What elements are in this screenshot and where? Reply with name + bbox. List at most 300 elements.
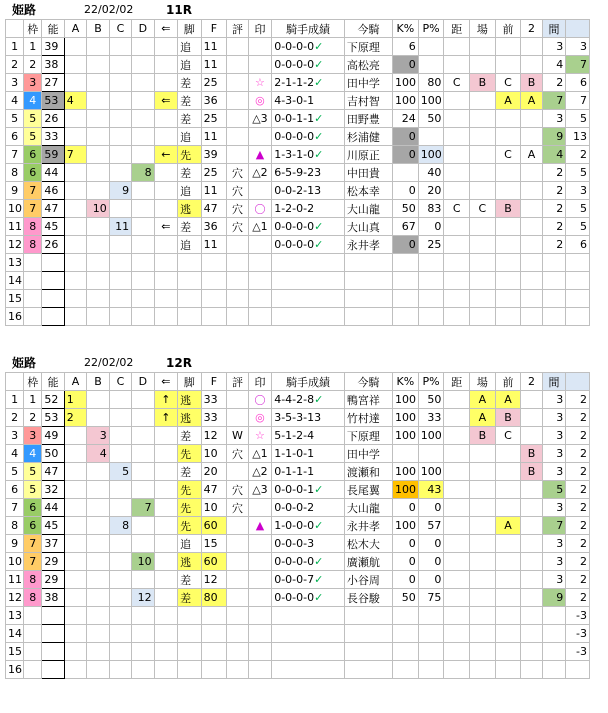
race-table-11 <box>5 19 590 326</box>
cell-kan1: 3 <box>542 535 566 553</box>
cell-k <box>393 290 419 308</box>
cell-waku: 7 <box>24 535 42 553</box>
cell-mark <box>248 607 272 625</box>
cell-mark: △2 <box>248 463 272 481</box>
cell-k <box>393 643 419 661</box>
cell-hyo: 穴 <box>227 200 248 218</box>
cell-a: 4 <box>64 92 86 110</box>
column-header <box>566 20 590 38</box>
cell-ba <box>470 38 496 56</box>
cell-arrow <box>154 290 178 308</box>
cell-kyaku: 追 <box>178 56 202 74</box>
cell-kan1: 2 <box>542 74 566 92</box>
cell-record: 1-2-0-2 <box>272 200 345 218</box>
cell-p <box>418 607 444 625</box>
cell-waku: 6 <box>24 146 42 164</box>
cell-ni <box>521 254 542 272</box>
cell-jockey: 中田貴 <box>344 164 392 182</box>
cell-jockey <box>344 643 392 661</box>
cell-c <box>109 535 131 553</box>
cell-ba <box>470 164 496 182</box>
cell-b <box>87 128 109 146</box>
cell-k: 0 <box>393 182 419 200</box>
cell-ni <box>521 571 542 589</box>
cell-kan1 <box>542 643 566 661</box>
race-table-12 <box>5 372 590 679</box>
cell-no: 4 <box>6 445 24 463</box>
table-row <box>6 589 590 607</box>
cell-kan2: -3 <box>566 607 590 625</box>
cell-no: 16 <box>6 308 24 326</box>
cell-record: 6-5-9-23 <box>272 164 345 182</box>
cell-waku: 7 <box>24 182 42 200</box>
cell-b <box>87 535 109 553</box>
cell-k: 100 <box>393 409 419 427</box>
cell-kyaku <box>178 272 202 290</box>
cell-kan1: 3 <box>542 445 566 463</box>
cell-no: 13 <box>6 254 24 272</box>
cell-kyori: C <box>444 74 470 92</box>
cell-waku: 6 <box>24 517 42 535</box>
cell-arrow <box>154 164 178 182</box>
cell-hyo: 穴 <box>227 445 248 463</box>
column-header: D <box>132 20 154 38</box>
column-header: 今騎 <box>344 20 392 38</box>
cell-no: 15 <box>6 290 24 308</box>
column-header: 間 <box>542 20 566 38</box>
cell-nou: 27 <box>42 74 64 92</box>
cell-f <box>201 308 227 326</box>
cell-c <box>109 254 131 272</box>
cell-p <box>418 308 444 326</box>
cell-nou: 45 <box>42 517 64 535</box>
cell-ba <box>470 236 496 254</box>
cell-f: 12 <box>201 571 227 589</box>
cell-kan1 <box>542 254 566 272</box>
column-header: 印 <box>248 20 272 38</box>
cell-b <box>87 517 109 535</box>
cell-p: 50 <box>418 110 444 128</box>
cell-d: 8 <box>132 164 154 182</box>
cell-kan1 <box>542 290 566 308</box>
cell-k <box>393 661 419 679</box>
column-header: 今騎 <box>344 373 392 391</box>
cell-kan2 <box>566 661 590 679</box>
cell-f: 60 <box>201 553 227 571</box>
cell-mae <box>495 589 521 607</box>
cell-waku: 7 <box>24 553 42 571</box>
cell-p: 100 <box>418 92 444 110</box>
cell-a <box>64 38 86 56</box>
cell-nou: 49 <box>42 427 64 445</box>
cell-arrow <box>154 661 178 679</box>
cell-no: 2 <box>6 56 24 74</box>
cell-waku: 3 <box>24 74 42 92</box>
column-header: 騎手成績 <box>272 20 345 38</box>
cell-hyo <box>227 236 248 254</box>
cell-nou: 39 <box>42 38 64 56</box>
cell-ni <box>521 427 542 445</box>
cell-arrow <box>154 445 178 463</box>
cell-kyori <box>444 643 470 661</box>
cell-d <box>132 272 154 290</box>
cell-kyori <box>444 661 470 679</box>
cell-ba: A <box>470 391 496 409</box>
column-header: P% <box>418 373 444 391</box>
cell-ba <box>470 308 496 326</box>
cell-hyo: 穴 <box>227 499 248 517</box>
cell-k: 0 <box>393 571 419 589</box>
cell-mae <box>495 535 521 553</box>
column-header: D <box>132 373 154 391</box>
column-header: F <box>201 20 227 38</box>
cell-kan2: -3 <box>566 643 590 661</box>
cell-mae: B <box>495 200 521 218</box>
cell-a <box>64 607 86 625</box>
cell-kyori <box>444 290 470 308</box>
cell-mark <box>248 625 272 643</box>
cell-mae <box>495 164 521 182</box>
cell-arrow <box>154 110 178 128</box>
cell-b <box>87 607 109 625</box>
cell-mark: ☆ <box>248 74 272 92</box>
cell-kyaku: 追 <box>178 38 202 56</box>
cell-ni <box>521 218 542 236</box>
cell-jockey <box>344 290 392 308</box>
cell-k <box>393 625 419 643</box>
cell-k: 100 <box>393 92 419 110</box>
column-header: 評 <box>227 20 248 38</box>
table-row <box>6 571 590 589</box>
cell-b <box>87 308 109 326</box>
cell-d <box>132 92 154 110</box>
cell-waku <box>24 290 42 308</box>
cell-jockey: 永井孝 <box>344 236 392 254</box>
cell-hyo <box>227 110 248 128</box>
cell-ni: B <box>521 445 542 463</box>
cell-b <box>87 553 109 571</box>
cell-arrow <box>154 254 178 272</box>
cell-kan1: 3 <box>542 571 566 589</box>
cell-p: 100 <box>418 146 444 164</box>
cell-p: 75 <box>418 589 444 607</box>
cell-mark <box>248 272 272 290</box>
race-title-12 <box>6 354 306 372</box>
cell-d <box>132 625 154 643</box>
cell-mae <box>495 290 521 308</box>
race-date: 22/02/02 <box>84 356 134 369</box>
cell-c <box>109 74 131 92</box>
cell-mark <box>248 589 272 607</box>
cell-ba <box>470 110 496 128</box>
cell-no: 9 <box>6 535 24 553</box>
cell-c: 9 <box>109 182 131 200</box>
cell-kan2: 7 <box>566 56 590 74</box>
cell-arrow <box>154 553 178 571</box>
cell-kan2: 2 <box>566 535 590 553</box>
cell-no: 12 <box>6 236 24 254</box>
cell-kan2: 2 <box>566 427 590 445</box>
cell-no: 11 <box>6 218 24 236</box>
column-header: P% <box>418 20 444 38</box>
cell-kan1 <box>542 661 566 679</box>
cell-p <box>418 128 444 146</box>
cell-nou: 29 <box>42 571 64 589</box>
column-header: 枠 <box>24 20 42 38</box>
cell-ni <box>521 643 542 661</box>
cell-k: 100 <box>393 517 419 535</box>
cell-d <box>132 535 154 553</box>
cell-mae <box>495 499 521 517</box>
cell-p: 83 <box>418 200 444 218</box>
cell-f: 36 <box>201 92 227 110</box>
table-row <box>6 290 590 308</box>
cell-kan2: 5 <box>566 200 590 218</box>
cell-arrow: ← <box>154 146 178 164</box>
cell-arrow <box>154 463 178 481</box>
cell-mark <box>248 535 272 553</box>
cell-kan1: 4 <box>542 146 566 164</box>
cell-waku: 5 <box>24 110 42 128</box>
cell-no: 13 <box>6 607 24 625</box>
column-header: 脚 <box>178 373 202 391</box>
cell-record: 4-3-0-1 <box>272 92 345 110</box>
cell-kyaku: 差 <box>178 92 202 110</box>
column-header: 距 <box>444 20 470 38</box>
cell-no: 5 <box>6 463 24 481</box>
cell-d: 12 <box>132 589 154 607</box>
cell-p: 25 <box>418 236 444 254</box>
cell-kyaku: 先 <box>178 481 202 499</box>
cell-a <box>64 463 86 481</box>
cell-b: 3 <box>87 427 109 445</box>
column-header: B <box>87 373 109 391</box>
cell-kyaku: 先 <box>178 517 202 535</box>
cell-waku: 8 <box>24 218 42 236</box>
cell-record <box>272 607 345 625</box>
cell-a <box>64 661 86 679</box>
cell-mae: B <box>495 409 521 427</box>
cell-p <box>418 661 444 679</box>
column-header <box>566 373 590 391</box>
cell-p: 40 <box>418 164 444 182</box>
cell-k <box>393 308 419 326</box>
cell-mae <box>495 182 521 200</box>
cell-a <box>64 553 86 571</box>
cell-ni <box>521 236 542 254</box>
cell-kyaku: 差 <box>178 427 202 445</box>
cell-arrow <box>154 56 178 74</box>
cell-kan2: 5 <box>566 110 590 128</box>
venue-name: 姫路 <box>12 3 37 17</box>
cell-kan1: 9 <box>542 128 566 146</box>
cell-p: 57 <box>418 517 444 535</box>
cell-hyo <box>227 290 248 308</box>
cell-b <box>87 463 109 481</box>
cell-kyaku <box>178 308 202 326</box>
cell-arrow <box>154 128 178 146</box>
cell-jockey: 松本幸 <box>344 182 392 200</box>
cell-c <box>109 110 131 128</box>
cell-jockey <box>344 272 392 290</box>
cell-p: 0 <box>418 571 444 589</box>
table-row <box>6 445 590 463</box>
table-row <box>6 164 590 182</box>
cell-d <box>132 517 154 535</box>
cell-f: 25 <box>201 164 227 182</box>
cell-jockey <box>344 661 392 679</box>
cell-no: 3 <box>6 427 24 445</box>
cell-arrow <box>154 236 178 254</box>
cell-b <box>87 92 109 110</box>
cell-a <box>64 254 86 272</box>
cell-no: 8 <box>6 164 24 182</box>
cell-kyori <box>444 128 470 146</box>
cell-ni <box>521 391 542 409</box>
cell-d <box>132 409 154 427</box>
cell-arrow <box>154 481 178 499</box>
cell-k: 0 <box>393 553 419 571</box>
cell-record: 0-0-1-1✓ <box>272 110 345 128</box>
cell-waku <box>24 254 42 272</box>
cell-ni <box>521 56 542 74</box>
cell-c <box>109 661 131 679</box>
cell-nou <box>42 643 64 661</box>
cell-arrow <box>154 427 178 445</box>
cell-p: 0 <box>418 499 444 517</box>
cell-ni <box>521 128 542 146</box>
cell-ba <box>470 553 496 571</box>
cell-a: 2 <box>64 409 86 427</box>
cell-f: 10 <box>201 499 227 517</box>
cell-waku: 1 <box>24 391 42 409</box>
cell-f: 15 <box>201 535 227 553</box>
cell-jockey: 杉浦健 <box>344 128 392 146</box>
cell-kyori <box>444 607 470 625</box>
cell-kyaku <box>178 643 202 661</box>
cell-no: 11 <box>6 571 24 589</box>
cell-mark: ▲ <box>248 146 272 164</box>
cell-kyaku: 追 <box>178 182 202 200</box>
cell-no: 1 <box>6 391 24 409</box>
cell-ba: B <box>470 74 496 92</box>
cell-record: 0-0-0-0✓ <box>272 56 345 74</box>
cell-jockey: 吉村智 <box>344 92 392 110</box>
cell-kan2: 2 <box>566 481 590 499</box>
cell-a <box>64 427 86 445</box>
cell-waku <box>24 661 42 679</box>
cell-c <box>109 643 131 661</box>
cell-a <box>64 290 86 308</box>
cell-k: 0 <box>393 146 419 164</box>
cell-d <box>132 445 154 463</box>
cell-b <box>87 146 109 164</box>
cell-arrow <box>154 200 178 218</box>
cell-waku: 4 <box>24 445 42 463</box>
cell-c <box>109 445 131 463</box>
cell-nou: 47 <box>42 463 64 481</box>
column-header: 評 <box>227 373 248 391</box>
cell-k: 50 <box>393 589 419 607</box>
cell-kan1: 3 <box>542 110 566 128</box>
cell-waku: 6 <box>24 164 42 182</box>
cell-nou: 52 <box>42 391 64 409</box>
cell-waku: 2 <box>24 409 42 427</box>
cell-hyo <box>227 661 248 679</box>
cell-waku: 7 <box>24 200 42 218</box>
cell-mark <box>248 499 272 517</box>
cell-d <box>132 128 154 146</box>
cell-mae <box>495 254 521 272</box>
cell-kan1: 2 <box>542 164 566 182</box>
cell-p: 80 <box>418 74 444 92</box>
cell-c <box>109 272 131 290</box>
cell-b <box>87 625 109 643</box>
cell-kan2: 2 <box>566 409 590 427</box>
cell-a <box>64 74 86 92</box>
cell-nou: 26 <box>42 236 64 254</box>
cell-c <box>109 481 131 499</box>
cell-waku <box>24 643 42 661</box>
cell-c <box>109 553 131 571</box>
cell-jockey <box>344 625 392 643</box>
cell-mae <box>495 571 521 589</box>
column-header: 印 <box>248 373 272 391</box>
table-row <box>6 182 590 200</box>
cell-mark: △3 <box>248 481 272 499</box>
cell-kyori <box>444 182 470 200</box>
cell-kan1: 3 <box>542 553 566 571</box>
cell-arrow: ↑ <box>154 409 178 427</box>
cell-kyori <box>444 308 470 326</box>
cell-kyori <box>444 517 470 535</box>
cell-p <box>418 272 444 290</box>
cell-nou <box>42 607 64 625</box>
cell-mae: C <box>495 74 521 92</box>
cell-mae <box>495 128 521 146</box>
cell-kan1: 2 <box>542 218 566 236</box>
cell-kyaku <box>178 290 202 308</box>
cell-ba <box>470 607 496 625</box>
cell-record <box>272 308 345 326</box>
cell-kyaku: 追 <box>178 128 202 146</box>
cell-kyori <box>444 236 470 254</box>
cell-hyo <box>227 146 248 164</box>
cell-a: 1 <box>64 391 86 409</box>
cell-ba <box>470 535 496 553</box>
cell-nou: 47 <box>42 200 64 218</box>
cell-mae: A <box>495 92 521 110</box>
cell-b <box>87 254 109 272</box>
table-row <box>6 553 590 571</box>
cell-record: 1-0-0-0✓ <box>272 517 345 535</box>
cell-hyo <box>227 589 248 607</box>
cell-no: 12 <box>6 589 24 607</box>
cell-hyo: 穴 <box>227 481 248 499</box>
cell-p: 20 <box>418 182 444 200</box>
column-header: 能 <box>42 373 64 391</box>
column-header: 前 <box>495 373 521 391</box>
cell-f: 20 <box>201 463 227 481</box>
cell-ni <box>521 38 542 56</box>
cell-hyo <box>227 463 248 481</box>
cell-kan2: 2 <box>566 445 590 463</box>
cell-waku: 3 <box>24 427 42 445</box>
cell-k: 0 <box>393 56 419 74</box>
cell-hyo <box>227 409 248 427</box>
cell-d <box>132 182 154 200</box>
cell-kan2: 6 <box>566 74 590 92</box>
